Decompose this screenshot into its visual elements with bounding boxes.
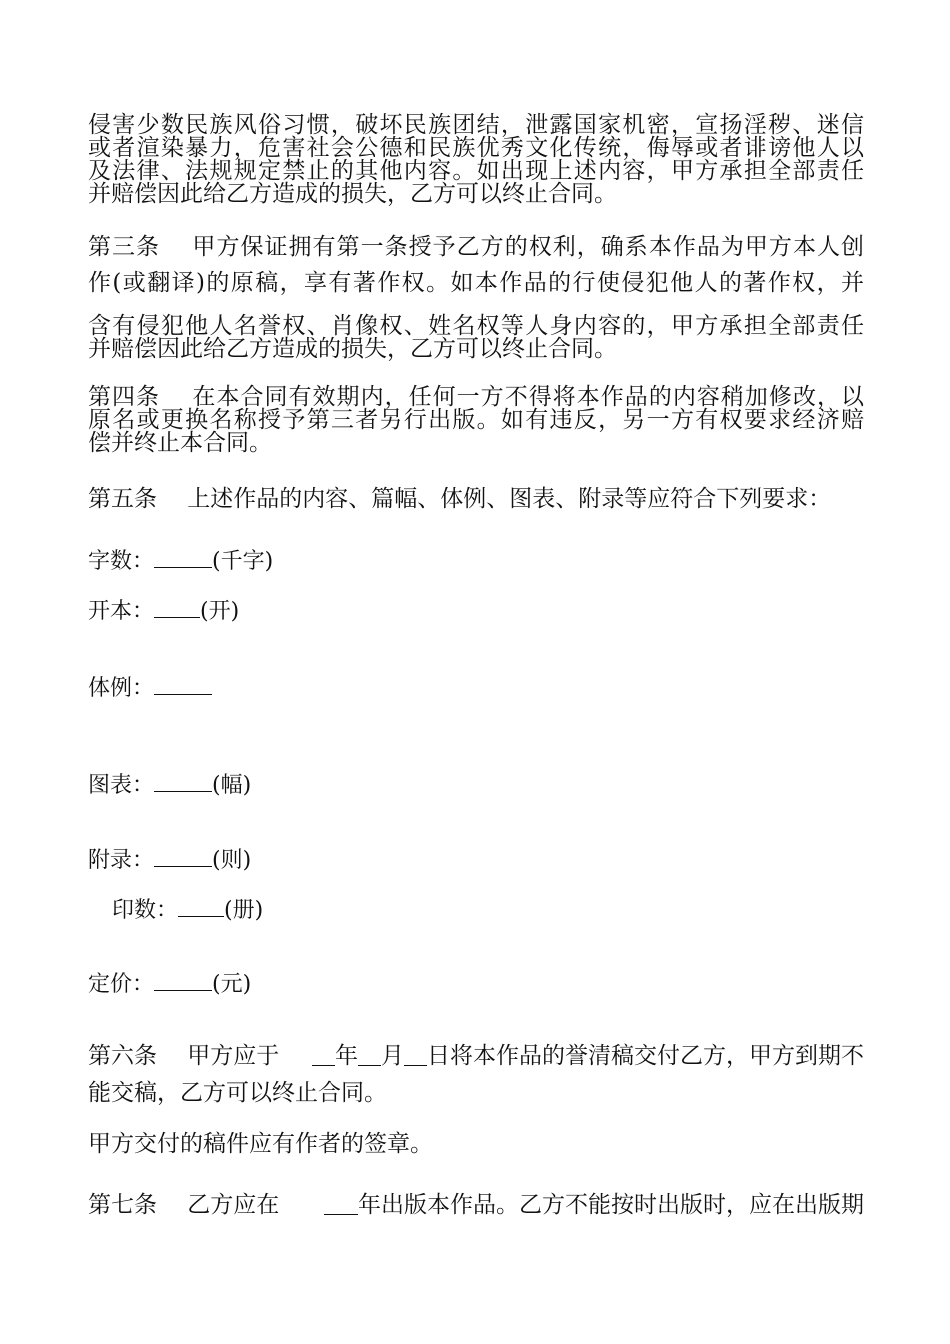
clause-7-rest <box>324 1194 864 1217</box>
field-unit: (册) <box>224 898 264 923</box>
text-line: 作(或翻译)的原稿，享有著作权。如本作品的行使侵犯他人的著作权，并 <box>88 270 864 296</box>
field-unit: (则) <box>212 848 252 873</box>
text-line <box>88 1194 864 1217</box>
price-blank[interactable] <box>154 970 212 991</box>
text-line <box>88 1045 864 1068</box>
field-label: 附录： <box>88 848 155 873</box>
text-line: 侵害少数民族风俗习惯，破坏民族团结，泄露国家机密，宣扬淫秽、迷信 <box>88 112 864 138</box>
field-unit: (幅) <box>212 773 252 798</box>
field-style <box>88 674 212 701</box>
field-format <box>88 597 239 624</box>
clause-7 <box>88 1194 864 1217</box>
text-line: 第三条 甲方保证拥有第一条授予乙方的权利，确系本作品为甲方本人创 <box>88 234 864 260</box>
month-blank[interactable] <box>358 1045 381 1066</box>
text-line: 甲方交付的稿件应有作者的签章。 <box>88 1131 433 1157</box>
clause-6-date <box>312 1045 864 1068</box>
text-line: 含有侵犯他人名誉权、肖像权、姓名权等人身内容的，甲方承担全部责任 <box>88 313 864 339</box>
clause-6-prefix: 第六条 甲方应于 <box>88 1043 280 1069</box>
field-charts <box>88 771 251 798</box>
field-label: 图表： <box>88 773 155 798</box>
appendix-blank[interactable] <box>154 846 212 867</box>
year-blank[interactable] <box>312 1045 335 1066</box>
format-blank[interactable] <box>154 597 200 618</box>
clause-3-line-2 <box>88 272 864 295</box>
clause-7-suffix: 年出版本作品。乙方不能按时出版时，应在出版期 <box>358 1192 864 1218</box>
field-label: 印数： <box>112 898 179 923</box>
clause-2-continuation <box>88 114 864 206</box>
field-label: 字数： <box>88 549 155 574</box>
text-line: 能交稿，乙方可以终止合同。 <box>88 1080 387 1106</box>
year-label: 年 <box>335 1043 358 1069</box>
clause-6 <box>88 1045 864 1068</box>
text-line: 原名或更换名称授予第三者另行出版。如有违反，另一方有权要求经济赔 <box>88 407 864 433</box>
clause-6-suffix: 日将本作品的誉清稿交付乙方，甲方到期不 <box>427 1043 864 1069</box>
text-line: 或者渲染暴力，危害社会公德和民族优秀文化传统，侮辱或者诽谤他人以 <box>88 135 864 161</box>
field-unit: (千字) <box>212 549 274 574</box>
charts-blank[interactable] <box>154 771 212 792</box>
clause-5 <box>88 488 864 511</box>
text-line: 及法律、法规规定禁止的其他内容。如出现上述内容，甲方承担全部责任 <box>88 158 864 184</box>
field-unit: (元) <box>212 972 252 997</box>
field-print-run <box>112 896 263 923</box>
text-line: 并赔偿因此给乙方造成的损失，乙方可以终止合同。 <box>88 181 617 207</box>
field-appendix <box>88 846 251 873</box>
field-label: 开本： <box>88 599 155 624</box>
field-word-count <box>88 547 273 574</box>
month-label: 月 <box>381 1043 404 1069</box>
publish-year-blank[interactable] <box>324 1194 358 1215</box>
text-line: 第四条 在本合同有效期内，任何一方不得将本作品的内容稍加修改，以 <box>88 384 864 410</box>
clause-3-line-3 <box>88 315 864 361</box>
clause-7-prefix: 第七条 乙方应在 <box>88 1192 280 1218</box>
day-blank[interactable] <box>404 1045 427 1066</box>
field-unit: (开) <box>200 599 240 624</box>
clause-6-line-2 <box>88 1082 864 1105</box>
clause-3 <box>88 236 864 259</box>
style-blank[interactable] <box>154 674 212 695</box>
clause-6-note <box>88 1133 864 1156</box>
word-count-blank[interactable] <box>154 547 212 568</box>
print-run-blank[interactable] <box>178 896 224 917</box>
text-line: 第五条 上述作品的内容、篇幅、体例、图表、附录等应符合下列要求： <box>88 486 832 512</box>
field-label: 体例： <box>88 676 155 701</box>
field-label: 定价： <box>88 972 155 997</box>
clause-4 <box>88 386 864 455</box>
text-line: 偿并终止本合同。 <box>88 430 272 456</box>
text-line: 并赔偿因此给乙方造成的损失，乙方可以终止合同。 <box>88 336 617 362</box>
field-price <box>88 970 251 997</box>
